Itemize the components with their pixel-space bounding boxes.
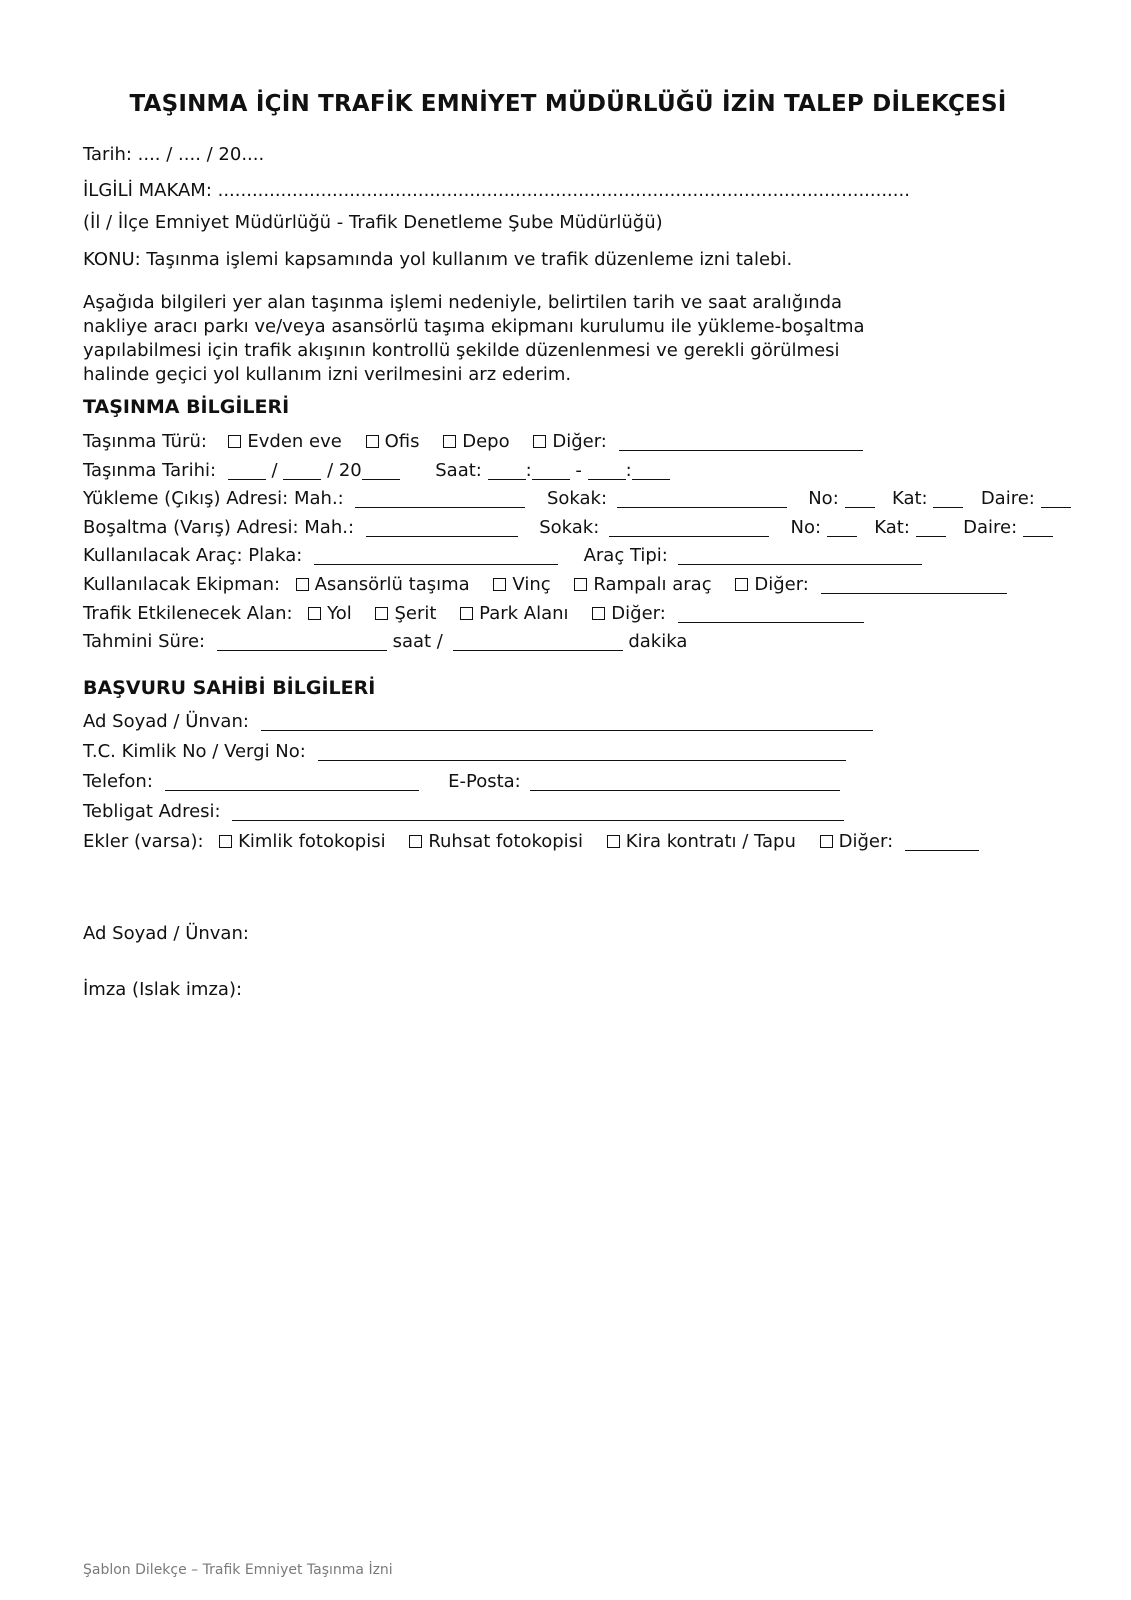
affected-area-label: Trafik Etkilenecek Alan: bbox=[83, 603, 293, 624]
unloading-address-label: Boşaltma (Varış) Adresi: Mah.: bbox=[83, 517, 355, 538]
plate-field[interactable] bbox=[314, 546, 558, 565]
day-field[interactable] bbox=[228, 461, 266, 480]
duration-label: Tahmini Süre: bbox=[83, 631, 206, 652]
body-line: Aşağıda bilgileri yer alan taşınma işlemi nedeniyle, belirtilen tarih ve saat aralığında bbox=[83, 292, 843, 313]
email-field[interactable] bbox=[530, 772, 840, 791]
vehicle-type-field[interactable] bbox=[678, 546, 922, 565]
moving-date-row: Taşınma Tarihi: / / 20 Saat: : - : bbox=[83, 459, 670, 483]
end-minute-field[interactable] bbox=[632, 461, 670, 480]
option-office[interactable]: Ofis bbox=[366, 431, 420, 452]
checkbox[interactable] bbox=[533, 435, 546, 448]
checkbox[interactable] bbox=[820, 835, 833, 848]
affected-area-row bbox=[83, 602, 864, 626]
applicant-id-label: T.C. Kimlik No / Vergi No: bbox=[83, 741, 306, 762]
applicant-name-row bbox=[83, 710, 873, 734]
option-home[interactable]: Evden eve bbox=[228, 431, 341, 452]
year-field[interactable] bbox=[362, 461, 400, 480]
option-license-copy[interactable]: Ruhsat fotokopisi bbox=[409, 831, 583, 852]
applicant-id-row bbox=[83, 740, 846, 764]
loading-address-row: Yükleme (Çıkış) Adresi: Mah.: Sokak: No: Kat: Daire: bbox=[83, 487, 1071, 511]
loading-floor-field[interactable] bbox=[933, 489, 963, 508]
option-area-other[interactable]: Diğer: bbox=[592, 603, 666, 624]
month-field[interactable] bbox=[283, 461, 321, 480]
loading-street-field[interactable] bbox=[617, 489, 787, 508]
loading-address-label: Yükleme (Çıkış) Adresi: Mah.: bbox=[83, 488, 344, 509]
signature-label: İmza (Islak imza): bbox=[83, 979, 243, 1000]
attachments-label: Ekler (varsa): bbox=[83, 831, 204, 852]
loading-apt-field[interactable] bbox=[1041, 489, 1071, 508]
checkbox[interactable] bbox=[493, 578, 506, 591]
option-crane[interactable]: Vinç bbox=[493, 574, 550, 595]
signature-name-label: Ad Soyad / Ünvan: bbox=[83, 923, 249, 944]
option-ramp-vehicle[interactable]: Rampalı araç bbox=[574, 574, 711, 595]
checkbox[interactable] bbox=[460, 607, 473, 620]
moving-type-label: Taşınma Türü: bbox=[83, 431, 207, 452]
other-attachment-field[interactable] bbox=[905, 832, 979, 851]
option-id-copy[interactable]: Kimlik fotokopisi bbox=[219, 831, 386, 852]
petition-body bbox=[83, 291, 963, 387]
duration-row: Tahmini Süre: saat / dakika bbox=[83, 631, 688, 652]
checkbox[interactable] bbox=[574, 578, 587, 591]
applicant-info-heading: BAŞVURU SAHİBİ BİLGİLERİ bbox=[83, 677, 376, 699]
checkbox[interactable] bbox=[366, 435, 379, 448]
option-elevator[interactable]: Asansörlü taşıma bbox=[296, 574, 470, 595]
option-lane[interactable]: Şerit bbox=[375, 603, 436, 624]
unloading-address-row: Boşaltma (Varış) Adresi: Mah.: Sokak: No: Kat: Daire: bbox=[83, 516, 1053, 540]
unloading-no-field[interactable] bbox=[827, 518, 857, 537]
date-line: Tarih: .... / .... / 20.... bbox=[83, 144, 265, 165]
checkbox[interactable] bbox=[308, 607, 321, 620]
checkbox[interactable] bbox=[375, 607, 388, 620]
checkbox[interactable] bbox=[443, 435, 456, 448]
authority-line: İLGİLİ MAKAM: ......................................................................................................................... bbox=[83, 180, 910, 201]
phone-label: Telefon: bbox=[83, 771, 153, 792]
body-line: yapılabilmesi için trafik akışının kontrollü şekilde düzenlenmesi ve gerekli görülmesi bbox=[83, 340, 840, 361]
equipment-label: Kullanılacak Ekipman: bbox=[83, 574, 281, 595]
other-type-field[interactable] bbox=[619, 432, 863, 451]
applicant-id-field[interactable] bbox=[318, 742, 846, 761]
end-hour-field[interactable] bbox=[588, 461, 626, 480]
time-label: Saat: bbox=[435, 460, 482, 481]
loading-no-field[interactable] bbox=[845, 489, 875, 508]
unloading-apt-field[interactable] bbox=[1023, 518, 1053, 537]
applicant-name-label: Ad Soyad / Ünvan: bbox=[83, 711, 249, 732]
checkbox[interactable] bbox=[409, 835, 422, 848]
option-depot[interactable]: Depo bbox=[443, 431, 509, 452]
body-line: nakliye aracı parkı ve/veya asansörlü taşıma ekipmanı kurulumu ile yükleme-boşaltma bbox=[83, 316, 865, 337]
checkbox[interactable] bbox=[735, 578, 748, 591]
start-hour-field[interactable] bbox=[488, 461, 526, 480]
attachments-row bbox=[83, 830, 979, 854]
page-footer: Şablon Dilekçe – Trafik Emniyet Taşınma İzni bbox=[83, 1562, 393, 1578]
notification-address-row bbox=[83, 800, 844, 824]
unloading-mah-field[interactable] bbox=[366, 518, 518, 537]
unloading-street-field[interactable] bbox=[609, 518, 769, 537]
notification-address-field[interactable] bbox=[232, 802, 844, 821]
vehicle-plate-label: Kullanılacak Araç: Plaka: bbox=[83, 545, 303, 566]
subject-line: KONU: Taşınma işlemi kapsamında yol kullanım ve trafik düzenleme izni talebi. bbox=[83, 249, 793, 270]
moving-date-label: Taşınma Tarihi: bbox=[83, 460, 217, 481]
option-attachment-other[interactable]: Diğer: bbox=[820, 831, 894, 852]
moving-type-row bbox=[83, 430, 863, 454]
other-equipment-field[interactable] bbox=[821, 575, 1007, 594]
checkbox[interactable] bbox=[592, 607, 605, 620]
checkbox[interactable] bbox=[228, 435, 241, 448]
option-other[interactable]: Diğer: bbox=[533, 431, 607, 452]
email-label: E-Posta: bbox=[448, 771, 521, 792]
checkbox[interactable] bbox=[219, 835, 232, 848]
option-parking[interactable]: Park Alanı bbox=[460, 603, 568, 624]
hours-field[interactable] bbox=[217, 632, 387, 651]
checkbox[interactable] bbox=[607, 835, 620, 848]
minutes-field[interactable] bbox=[453, 632, 623, 651]
page-title: TAŞINMA İÇİN TRAFİK EMNİYET MÜDÜRLÜĞÜ İZİN TALEP DİLEKÇESİ bbox=[129, 91, 1007, 117]
start-minute-field[interactable] bbox=[532, 461, 570, 480]
notification-address-label: Tebligat Adresi: bbox=[83, 801, 221, 822]
unloading-floor-field[interactable] bbox=[916, 518, 946, 537]
body-line: halinde geçici yol kullanım izni verilmesini arz ederim. bbox=[83, 364, 572, 385]
option-lease-deed[interactable]: Kira kontratı / Tapu bbox=[607, 831, 796, 852]
other-area-field[interactable] bbox=[678, 604, 864, 623]
authority-note: (İl / İlçe Emniyet Müdürlüğü - Trafik Denetleme Şube Müdürlüğü) bbox=[83, 212, 663, 233]
checkbox[interactable] bbox=[296, 578, 309, 591]
option-road[interactable]: Yol bbox=[308, 603, 352, 624]
vehicle-row bbox=[83, 544, 922, 568]
option-equipment-other[interactable]: Diğer: bbox=[735, 574, 809, 595]
equipment-row bbox=[83, 573, 1007, 597]
applicant-name-field[interactable] bbox=[261, 712, 873, 731]
phone-field[interactable] bbox=[165, 772, 419, 791]
loading-mah-field[interactable] bbox=[355, 489, 525, 508]
moving-info-heading: TAŞINMA BİLGİLERİ bbox=[83, 396, 290, 418]
contact-row bbox=[83, 770, 840, 794]
vehicle-type-label: Araç Tipi: bbox=[583, 545, 668, 566]
